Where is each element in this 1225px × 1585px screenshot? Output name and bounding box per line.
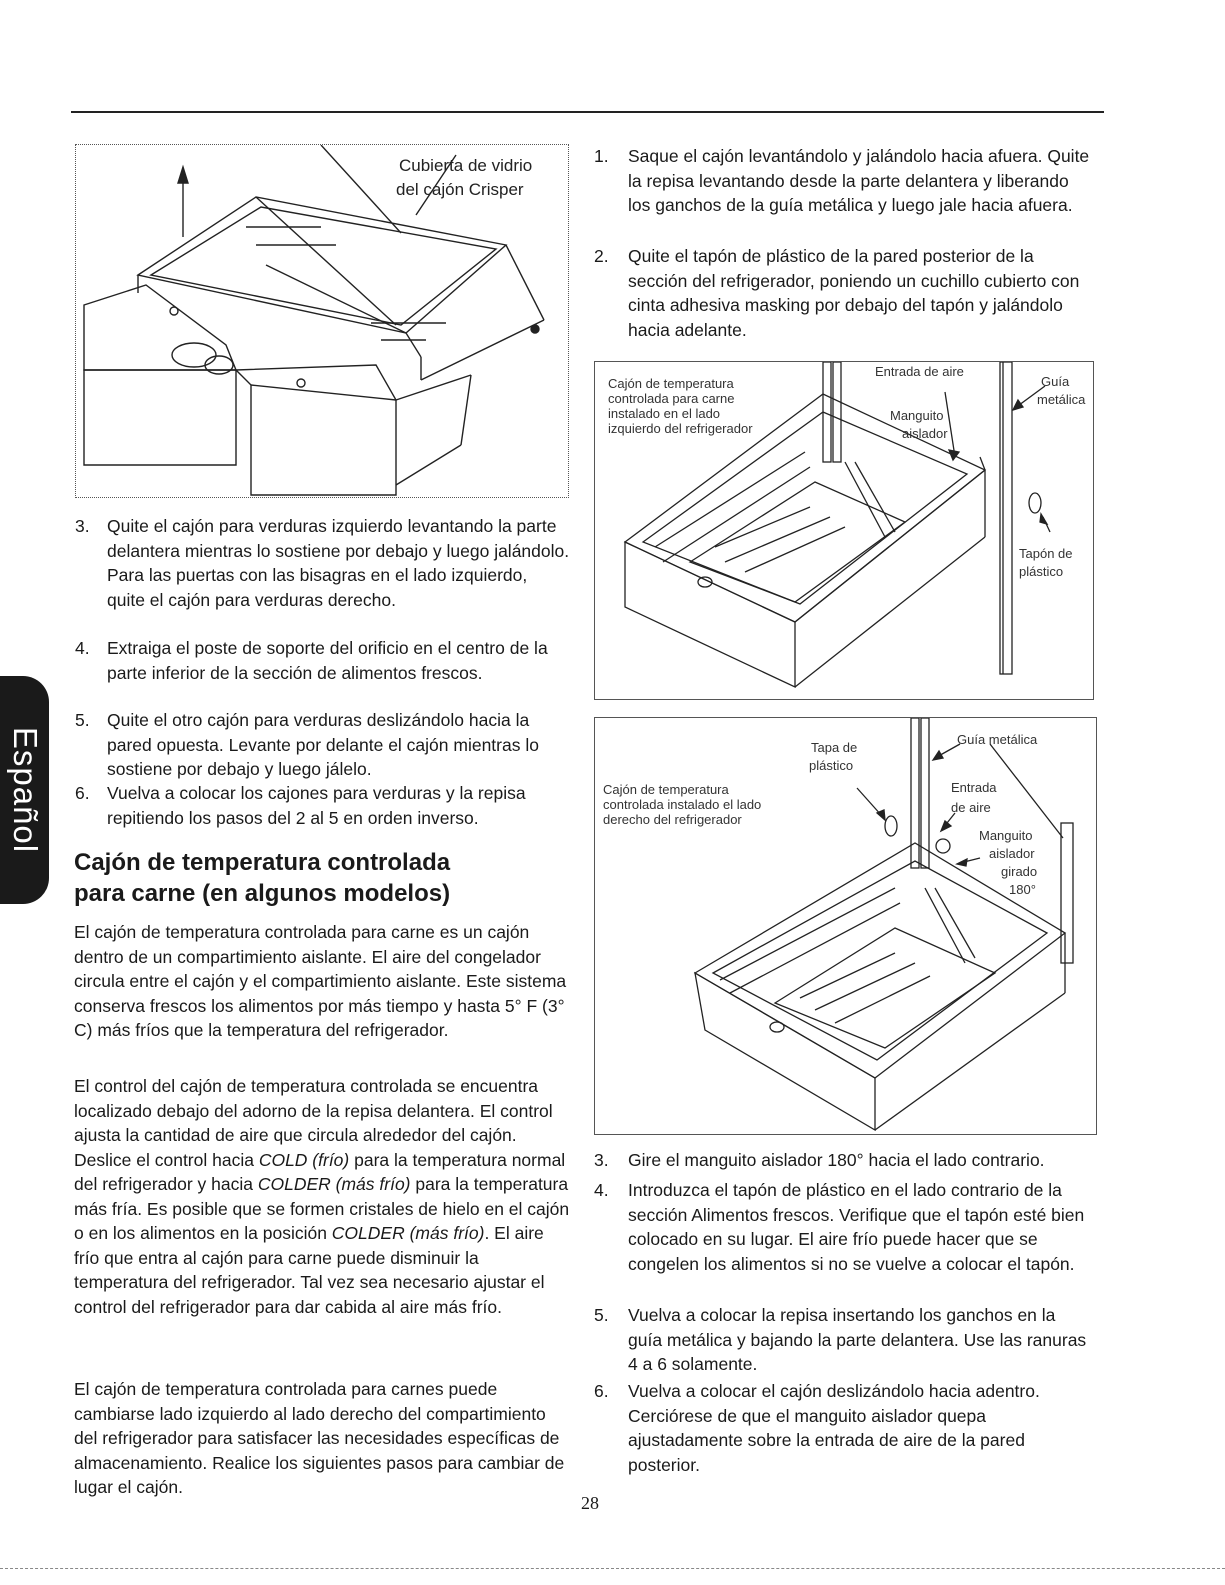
metal-guide-label: Guía metálica (957, 732, 1038, 747)
list-item (75, 636, 570, 710)
step-number: 6. (594, 1381, 609, 1401)
rotated-sleeve-label-line4: 180° (1009, 882, 1036, 897)
metal-guide-label-line1: Guía (1041, 374, 1070, 389)
step-text: Quite el tapón de plástico de la pared posterior de la sección del refrigerador, poniendo un cuchillo cubierto con cinta adhesiva masking por debajo del tapón y jalándolo hacia adelante. (628, 246, 1080, 340)
step-text: Vuelva a colocar el cajón deslizándolo hacia adentro. Cerciórese de que el manguito aislador quepa ajustadamente sobre la entrada de aire de la pared posterior. (628, 1381, 1040, 1475)
section-heading-line2: para carne (en algunos modelos) (74, 880, 451, 907)
step-number: 4. (594, 1180, 609, 1200)
step-text: Quite el otro cajón para verduras deslizándolo hacia la pared opuesta. Levante por delante el cajón mientras lo sostiene por debajo y luego jálelo. (107, 710, 539, 779)
air-inlet-label: Entrada de aire (875, 364, 964, 379)
step-text: Introduzca el tapón de plástico en el lado contrario de la sección Alimentos frescos. Verifique que el tapón esté bien colocado en su lugar. El aire frío puede hacer que se congelen los alimentos si no se vuelve a colocar el tapón. (628, 1180, 1085, 1274)
list-item (75, 514, 570, 614)
page-number: 28 (581, 1493, 599, 1513)
metal-guide-label-line2: metálica (1037, 392, 1086, 407)
plastic-plug-label-line1: Tapón de (1019, 546, 1073, 561)
paragraph-intro: El cajón de temperatura controlada para carne es un cajón dentro de un compartimiento aislante. El aire del congelador circula entre el cajón y el compartimiento aislante. Este sistema conserva frescos los alimentos por más tiempo y hasta 5° F (3° C) más fríos que la temperatura del refrigerador. (74, 922, 567, 1040)
figure-crisper-drawers (75, 144, 569, 498)
step-number: 4. (75, 638, 90, 658)
figure-meat-drawer-left (594, 361, 1094, 700)
step-text: Vuelva a colocar los cajones para verduras y la repisa repitiendo los pasos del 2 al 5 en orden inverso. (107, 783, 526, 828)
list-item (594, 1303, 1094, 1377)
plastic-cap-label-line1: Tapa de (811, 740, 858, 755)
rotated-sleeve-label-line2: aislador (989, 846, 1035, 861)
list-item (75, 781, 570, 855)
step-text: Gire el manguito aislador 180° hacia el lado contrario. (628, 1150, 1045, 1170)
list-item (594, 1379, 1094, 1479)
step-number: 2. (594, 246, 609, 266)
step-number: 6. (75, 783, 90, 803)
air-inlet-label-line2: de aire (951, 800, 991, 815)
list-item (75, 708, 570, 782)
sleeve-label-line1: Manguito (890, 408, 944, 423)
plastic-cap-label-line2: plástico (809, 758, 854, 773)
glass-cover-label-line1: Cubierta de vidrio (399, 156, 533, 175)
list-item (594, 144, 1094, 244)
language-tab (0, 676, 49, 904)
step-text: Saque el cajón levantándolo y jalándolo hacia afuera. Quite la repisa levantando desde la parte delantera y liberando los ganchos de la guía metálica y luego jale hacia afuera. (628, 146, 1090, 215)
step-text: Vuelva a colocar la repisa insertando los ganchos en la guía metálica y bajando la parte delantera. Use las ranuras 4 a 6 solamente. (628, 1305, 1087, 1374)
plastic-plug-label-line2: plástico (1019, 564, 1064, 579)
paragraph-relocate: El cajón de temperatura controlada para carnes puede cambiarse lado izquierdo al lado derecho del compartimiento del refrigerador para satisfacer las necesidades específicas de almacenamiento. Realice los siguientes pasos para cambiar de lugar el cajón. (74, 1379, 565, 1497)
step-number: 3. (594, 1150, 609, 1170)
meat-drawer-right-illustration (595, 718, 1096, 1134)
list-item (594, 244, 1094, 344)
glass-cover-label-line2: del cajón Crisper (396, 180, 524, 199)
list-item (594, 1178, 1094, 1302)
rotated-sleeve-label-line3: girado (1001, 864, 1038, 879)
language-tab-label: Español (6, 726, 44, 854)
step-number: 5. (594, 1305, 609, 1325)
figure-meat-drawer-right (594, 717, 1097, 1135)
sleeve-label-line2: aislador (902, 426, 948, 441)
step-text: Extraiga el poste de soporte del orificio en el centro de la parte inferior de la sección de alimentos frescos. (107, 638, 548, 683)
step-text: Quite el cajón para verduras izquierdo levantando la parte delantera mientras lo sostiene por debajo y luego jalándolo. Para las puertas con las bisagras en el lado izquierdo, quite el cajón para verduras derecho. (107, 516, 570, 610)
top-rule (71, 111, 1104, 113)
meat-drawer-right-label: Cajón de temperatura controlada instalado el lado derecho del refrigerador (603, 782, 762, 827)
meat-drawer-left-label: Cajón de temperatura controlada para carne instalado en el lado izquierdo del refrigerador (608, 376, 753, 436)
step-number: 1. (594, 146, 609, 166)
paragraph-control: El control del cajón de temperatura controlada se encuentra localizado debajo del adorno de la repisa delantera. El control ajusta la cantidad de aire que circula alrededor del cajón. Deslice el control hacia COLD (frío) para la temperatura normal del refrigerador y hacia COLDER (más frío) para la temperatura más fría. Es posible que se formen cristales de hielo en el cajón o en los alimentos en la posición COLDER (más frío). El aire frío que entra al cajón para carne puede disminuir la temperatura del refrigerador. Tal vez sea necesario ajustar el control del refrigerador para dar cabida al aire más frío. (74, 1076, 570, 1317)
step-number: 3. (75, 516, 90, 536)
air-inlet-label-line1: Entrada (951, 780, 997, 795)
list-item (594, 1148, 1094, 1174)
bottom-rule (0, 1568, 1225, 1569)
section-heading-line1: Cajón de temperatura controlada (74, 849, 451, 876)
rotated-sleeve-label-line1: Manguito (979, 828, 1033, 843)
step-number: 5. (75, 710, 90, 730)
